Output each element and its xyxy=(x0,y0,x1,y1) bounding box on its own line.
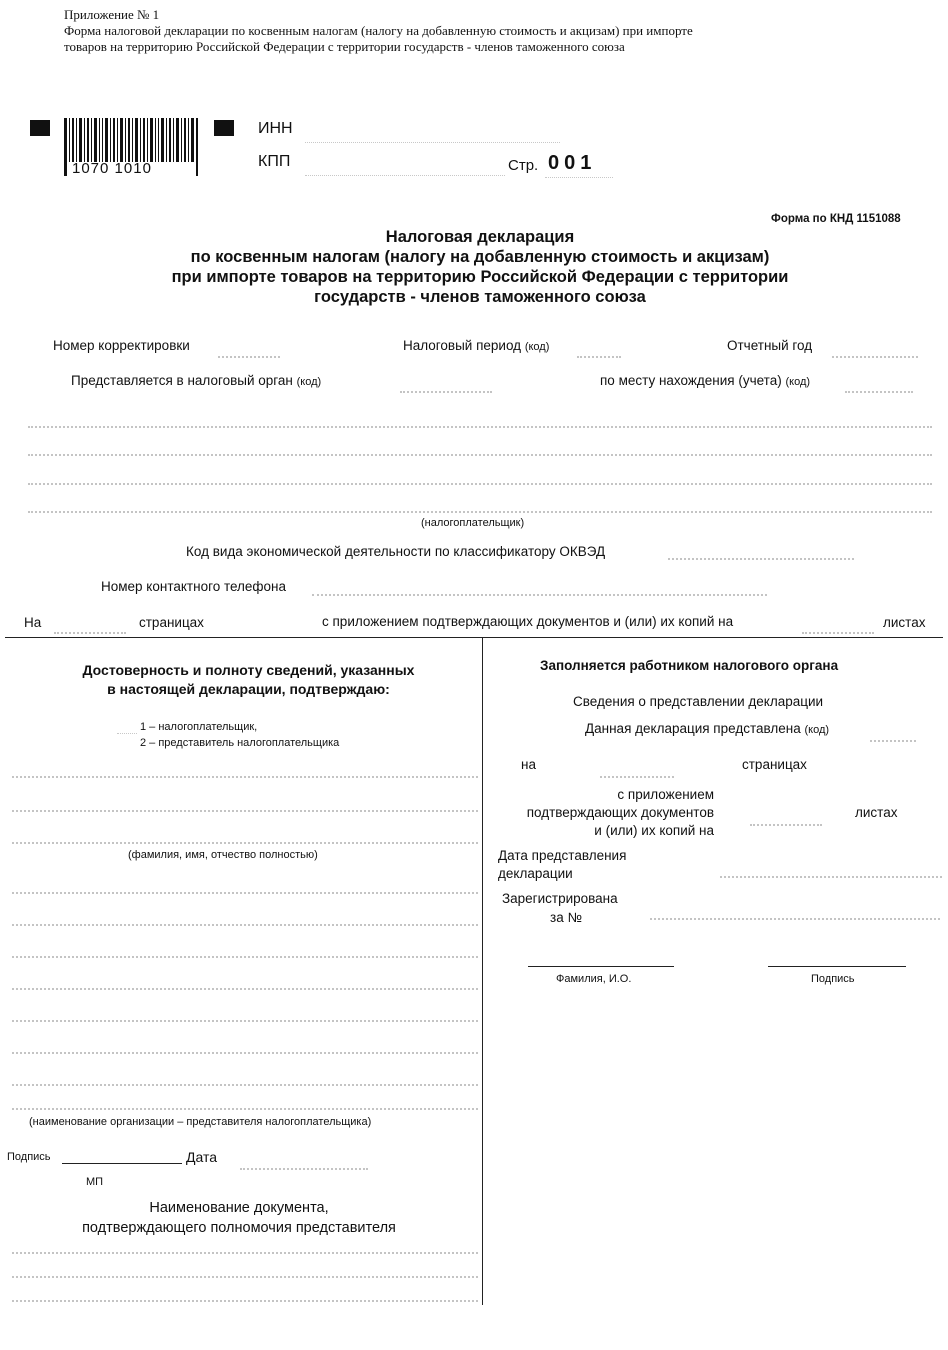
barcode xyxy=(64,118,198,178)
declaration-title-line4: государств - членов таможенного союза xyxy=(314,288,646,306)
registration-marker-left xyxy=(30,120,50,136)
submitted-to-text: Представляется в налоговый орган xyxy=(71,373,293,388)
taxpayer-name-row-2[interactable] xyxy=(28,454,932,456)
signer-name-row-3[interactable] xyxy=(12,842,478,844)
registered-label-line2: за № xyxy=(550,910,582,925)
tax-period-cells[interactable] xyxy=(577,356,621,358)
submitted-to-code-label: (код) xyxy=(296,376,322,388)
organization-row-6[interactable] xyxy=(12,1052,478,1054)
section-divider-vertical xyxy=(482,637,483,1305)
phone-cells[interactable] xyxy=(312,594,767,596)
taxpayer-name-row-4[interactable] xyxy=(28,511,932,513)
submitted-to-label xyxy=(71,373,321,388)
location-label xyxy=(600,373,810,388)
tax-period-code-label: (код) xyxy=(524,341,550,353)
sheets-count-cells[interactable] xyxy=(802,632,874,634)
pages-label: страницах xyxy=(139,615,204,630)
tax-period-text: Налоговый период xyxy=(403,338,522,353)
form-description-line2: товаров на территорию Российской Федерации с территории государств - членов таможенного союза xyxy=(64,39,625,54)
attachments-label: с приложением подтверждающих документов и (или) их копий на xyxy=(322,614,734,629)
left-signature-label: Подпись xyxy=(7,1151,51,1163)
officer-name-line[interactable] xyxy=(528,966,674,967)
kpp-cells[interactable] xyxy=(305,175,505,176)
officer-name-caption: Фамилия, И.О. xyxy=(556,973,632,985)
presented-code-cells[interactable] xyxy=(870,740,916,742)
pages-count-cells[interactable] xyxy=(54,632,126,634)
authority-document-row-2[interactable] xyxy=(12,1276,478,1278)
declaration-title-line2: по косвенным налогам (налогу на добавленную стоимость и акцизам) xyxy=(190,248,770,266)
signer-name-row-1[interactable] xyxy=(12,776,478,778)
left-date-label: Дата xyxy=(186,1149,218,1165)
taxpayer-name-row-3[interactable] xyxy=(28,483,932,485)
page-number: 001 xyxy=(548,152,597,174)
left-signature-line[interactable] xyxy=(62,1163,182,1164)
form-code: Форма по КНД 1151088 xyxy=(771,213,901,225)
okved-cells[interactable] xyxy=(668,558,854,560)
organization-row-4[interactable] xyxy=(12,988,478,990)
form-description-line1: Форма налоговой декларации по косвенным налогам (налогу на добавленную стоимость и акцизам) при импорте xyxy=(64,23,693,38)
officer-signature-caption: Подпись xyxy=(811,973,855,985)
submission-date-cells[interactable] xyxy=(720,876,942,878)
appendix-label: Приложение № 1 xyxy=(64,7,160,22)
tax-period-label xyxy=(403,338,549,353)
authority-document-row-3[interactable] xyxy=(12,1300,478,1302)
page-cells xyxy=(545,177,613,178)
tax-authority-code-cells[interactable] xyxy=(400,391,492,393)
taxpayer-name-row-1[interactable] xyxy=(28,426,932,428)
signer-type-cell[interactable] xyxy=(117,733,137,734)
organization-row-8[interactable] xyxy=(12,1108,478,1110)
declaration-title-line3: при импорте товаров на территорию Российской Федерации с территории xyxy=(171,268,789,286)
barcode-number: 1070 1010 xyxy=(72,160,152,177)
registration-number-cells[interactable] xyxy=(650,918,940,920)
taxpayer-caption: (налогоплательщик) xyxy=(421,517,525,529)
organization-row-3[interactable] xyxy=(12,956,478,958)
signer-option-representative: 2 – представитель налогоплательщика xyxy=(140,737,340,749)
organization-row-1[interactable] xyxy=(12,892,478,894)
right-attach-line2: подтверждающих документов xyxy=(526,805,714,820)
page-label: Стр. xyxy=(508,157,539,174)
correction-number-cells[interactable] xyxy=(218,356,280,358)
section-divider-horizontal xyxy=(5,637,943,638)
right-pages-count-cells[interactable] xyxy=(600,776,674,778)
sheets-label: листах xyxy=(883,615,926,630)
location-code-cells[interactable] xyxy=(845,391,913,393)
declaration-title-line1: Налоговая декларация xyxy=(385,228,575,246)
right-pages-on-label: на xyxy=(521,757,536,772)
authority-document-label-line2: подтверждающего полномочия представителя xyxy=(82,1220,396,1236)
report-year-cells[interactable] xyxy=(832,356,918,358)
authority-document-row-1[interactable] xyxy=(12,1252,478,1254)
right-attach-line3: и (или) их копий на xyxy=(594,823,714,838)
kpp-label: КПП xyxy=(258,153,291,170)
location-text: по месту нахождения (учета) xyxy=(600,373,782,388)
left-date-cells[interactable] xyxy=(240,1168,368,1170)
inn-cells[interactable] xyxy=(305,142,560,143)
organization-row-5[interactable] xyxy=(12,1020,478,1022)
right-sheets-count-cells[interactable] xyxy=(750,824,822,826)
presented-text: Данная декларация представлена xyxy=(585,721,801,736)
confirmation-heading-line1: Достоверность и полноту сведений, указанных xyxy=(82,662,415,678)
right-pages-label: страницах xyxy=(742,757,807,772)
submission-date-label-line2: декларации xyxy=(498,866,573,881)
presented-code-label: (код) xyxy=(804,724,830,736)
right-attach-line1: с приложением xyxy=(617,787,714,802)
organization-row-7[interactable] xyxy=(12,1084,478,1086)
report-year-label: Отчетный год xyxy=(727,338,813,353)
okved-label: Код вида экономической деятельности по классификатору ОКВЭД xyxy=(186,544,606,559)
authority-document-label-line1: Наименование документа, xyxy=(149,1200,329,1216)
signer-name-row-2[interactable] xyxy=(12,810,478,812)
registration-marker-right xyxy=(214,120,234,136)
signer-option-taxpayer: 1 – налогоплательщик, xyxy=(140,721,258,733)
signer-name-caption: (фамилия, имя, отчество полностью) xyxy=(128,849,318,861)
submission-info-label: Сведения о представлении декларации xyxy=(573,694,824,709)
registered-label-line1: Зарегистрирована xyxy=(502,891,618,906)
inn-label: ИНН xyxy=(258,120,293,137)
stamp-label: МП xyxy=(86,1176,104,1188)
organization-row-2[interactable] xyxy=(12,924,478,926)
tax-officer-heading: Заполняется работником налогового органа xyxy=(540,658,839,673)
phone-label: Номер контактного телефона xyxy=(101,579,287,594)
organization-caption: (наименование организации – представителя налогоплательщика) xyxy=(29,1116,372,1128)
confirmation-heading-line2: в настоящей декларации, подтверждаю: xyxy=(107,681,390,697)
pages-on-label: На xyxy=(24,615,42,630)
submission-date-label-line1: Дата представления xyxy=(498,848,627,863)
officer-signature-line[interactable] xyxy=(768,966,906,967)
presented-label xyxy=(585,721,829,736)
correction-number-label: Номер корректировки xyxy=(53,338,190,353)
location-code-label: (код) xyxy=(785,376,811,388)
right-sheets-label: листах xyxy=(855,805,898,820)
